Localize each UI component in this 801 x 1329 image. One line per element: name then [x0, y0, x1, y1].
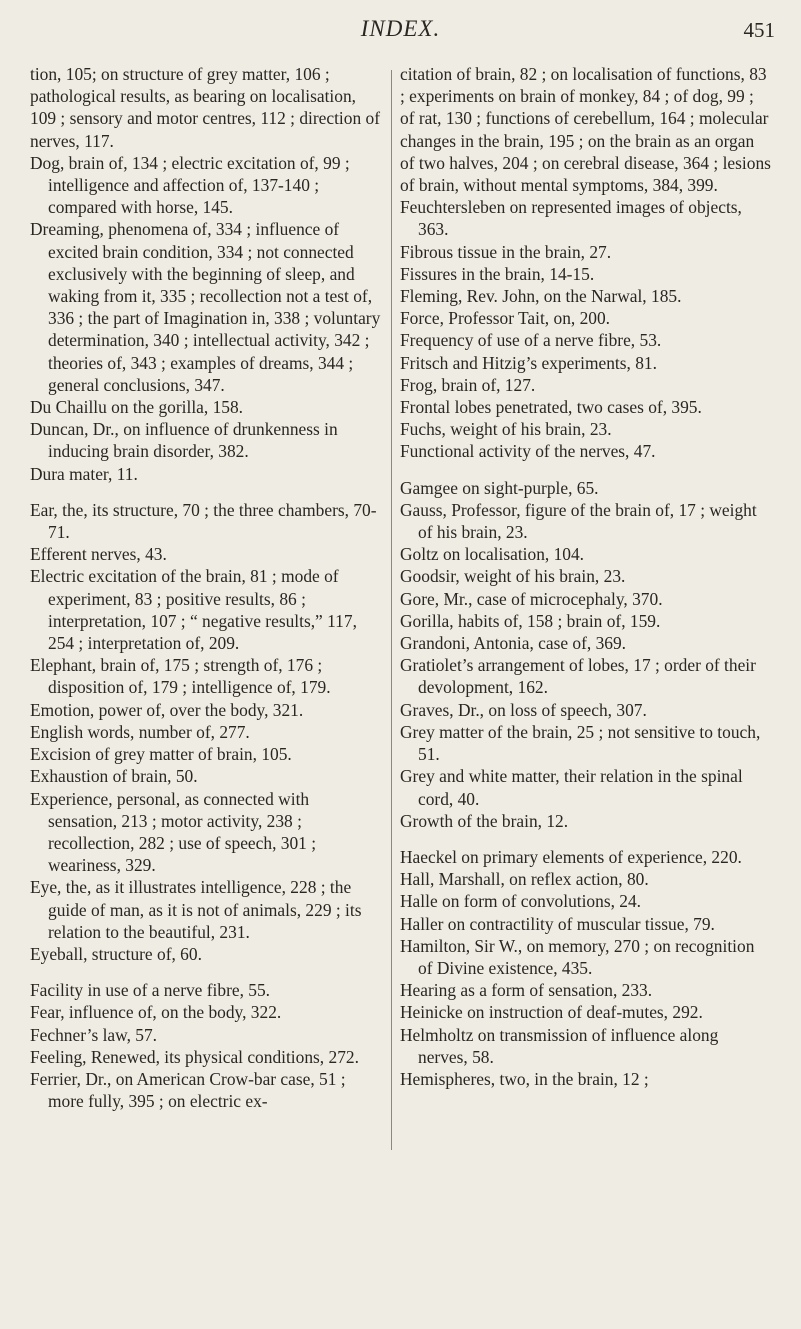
index-entry: Frog, brain of, 127.: [400, 374, 536, 395]
index-entry: Hemispheres, two, in the brain, 12 ;: [400, 1068, 649, 1089]
index-entry: Dog, brain of, 134 ; electric excitation of, 99 ; intelligence and affection of, 137-140 ; compared with horse, 145.: [30, 152, 350, 218]
index-entry: Fritsch and Hitzig’s experiments, 81.: [400, 352, 657, 373]
index-entry: Haeckel on primary elements of experience, 220.: [400, 846, 742, 867]
index-entry: Hamilton, Sir W., on memory, 270 ; on recognition of Divine existence, 435.: [400, 935, 755, 978]
index-entry: Growth of the brain, 12.: [400, 810, 569, 831]
index-entry: Frontal lobes penetrated, two cases of, 395.: [400, 397, 702, 418]
index-entry: Excision of grey matter of brain, 105.: [30, 744, 292, 765]
index-entry: Elephant, brain of, 175 ; strength of, 176 ; disposition of, 179 ; intelligence of, 179.: [30, 655, 331, 698]
index-entry: Goodsir, weight of his brain, 23.: [400, 566, 626, 587]
page-header: [0, 16, 801, 56]
index-entry: Functional activity of the nerves, 47.: [400, 441, 656, 462]
page-number: 451: [743, 18, 775, 42]
index-entry: Fear, influence of, on the body, 322.: [30, 1002, 282, 1023]
index-entry: Dreaming, phenomena of, 334 ; influence of excited brain condition, 334 ; not connected exclusively with the beginning of sleep, and waking from it, 335 ; recollection not a test of, 336 ; the part of Imagination in, 338 ; voluntary determination, 340 ; intellectual activity, 342 ; theories of, 343 ; examples of dreams, 344 ; general conclusions, 347.: [30, 219, 381, 395]
index-entry: Efferent nerves, 43.: [30, 544, 167, 565]
index-entry: Ferrier, Dr., on American Crow-bar case, 51 ; more fully, 395 ; on electric ex-: [30, 1068, 346, 1112]
running-head-title: INDEX.: [360, 16, 441, 41]
index-entry: Eyeball, structure of, 60.: [30, 943, 202, 964]
index-entry: Gratiolet’s arrangement of lobes, 17 ; order of their devolopment, 162.: [400, 655, 756, 698]
index-entry: citation of brain, 82 ; on localisation of functions, 83 ; experiments on brain of monkey, 84 ; of dog, 99 ; of rat, 130 ; functions of cerebellum, 164 ; molecular changes in the brain, 195 ; on the brain as an organ of two halves, 204 ; on cerebral disease, 364 ; lesions of brain, without mental symptoms, 384, 399.: [400, 64, 771, 196]
index-entry: English words, number of, 277.: [30, 721, 250, 742]
index-entry: Halle on form of convolutions, 24.: [400, 891, 642, 912]
index-entry: Helmholtz on transmission of influence along nerves, 58.: [400, 1024, 719, 1067]
index-entry: Grey and white matter, their relation in the spinal cord, 40.: [400, 766, 743, 809]
index-entry: Experience, personal, as connected with sensation, 213 ; motor activity, 238 ; recollection, 282 ; use of speech, 301 ; weariness, 329.: [30, 788, 317, 876]
index-entry: Dura mater, 11.: [30, 463, 138, 484]
index-entry: Emotion, power of, over the body, 321.: [30, 699, 304, 720]
index-entry: Feuchtersleben on represented images of objects, 363.: [400, 197, 742, 240]
index-entry: Fleming, Rev. John, on the Narwal, 185.: [400, 286, 682, 307]
index-entry: Electric excitation of the brain, 81 ; mode of experiment, 83 ; positive results, 86 ; interpretation, 107 ; “ negative results,” 117, 254 ; interpretation of, 209.: [30, 566, 357, 654]
index-entry: Haller on contractility of muscular tissue, 79.: [400, 913, 715, 934]
index-entry: tion, 105; on structure of grey matter, 106 ; pathological results, as bearing on localisation, 109 ; sensory and motor centres, 112 ; direction of nerves, 117.: [30, 64, 380, 151]
index-entry: Fechner’s law, 57.: [30, 1024, 158, 1045]
index-entry: Heinicke on instruction of deaf-mutes, 292.: [400, 1002, 703, 1023]
index-entry: Gamgee on sight-purple, 65.: [400, 477, 599, 498]
index-entry: Fissures in the brain, 14-15.: [400, 263, 595, 284]
index-entry: Graves, Dr., on loss of speech, 307.: [400, 699, 647, 720]
index-entry: Feeling, Renewed, its physical conditions, 272.: [30, 1046, 359, 1067]
index-entry: Gauss, Professor, figure of the brain of, 17 ; weight of his brain, 23.: [400, 499, 757, 543]
index-entry: Fibrous tissue in the brain, 27.: [400, 241, 612, 262]
index-entry: Gorilla, habits of, 158 ; brain of, 159.: [400, 610, 661, 631]
index-entry: Hall, Marshall, on reflex action, 80.: [400, 869, 649, 890]
index-entry: Force, Professor Tait, on, 200.: [400, 308, 611, 329]
index-entry: Duncan, Dr., on influence of drunkenness in inducing brain disorder, 382.: [30, 419, 338, 462]
index-entry: Exhaustion of brain, 50.: [30, 766, 198, 787]
index-column-right: [400, 63, 772, 1090]
index-entry: Du Chaillu on the gorilla, 158.: [30, 397, 244, 418]
index-entry: Frequency of use of a nerve fibre, 53.: [400, 330, 662, 351]
index-entry: Fuchs, weight of his brain, 23.: [400, 419, 612, 440]
index-entry: Gore, Mr., case of microcephaly, 370.: [400, 588, 663, 609]
index-entry: Grey matter of the brain, 25 ; not sensitive to touch, 51.: [400, 721, 761, 765]
index-column-left: [30, 63, 382, 1112]
index-entry: Ear, the, its structure, 70 ; the three chambers, 70-71.: [30, 499, 377, 543]
index-entry: Goltz on localisation, 104.: [400, 544, 585, 565]
index-entry: Facility in use of a nerve fibre, 55.: [30, 980, 271, 1001]
column-divider: [391, 70, 392, 1150]
index-entry: Grandoni, Antonia, case of, 369.: [400, 633, 627, 654]
index-entry: Eye, the, as it illustrates intelligence, 228 ; the guide of man, as it is not of animals, 229 ; its relation to the beautiful, 231.: [30, 877, 362, 942]
index-entry: Hearing as a form of sensation, 233.: [400, 980, 653, 1001]
